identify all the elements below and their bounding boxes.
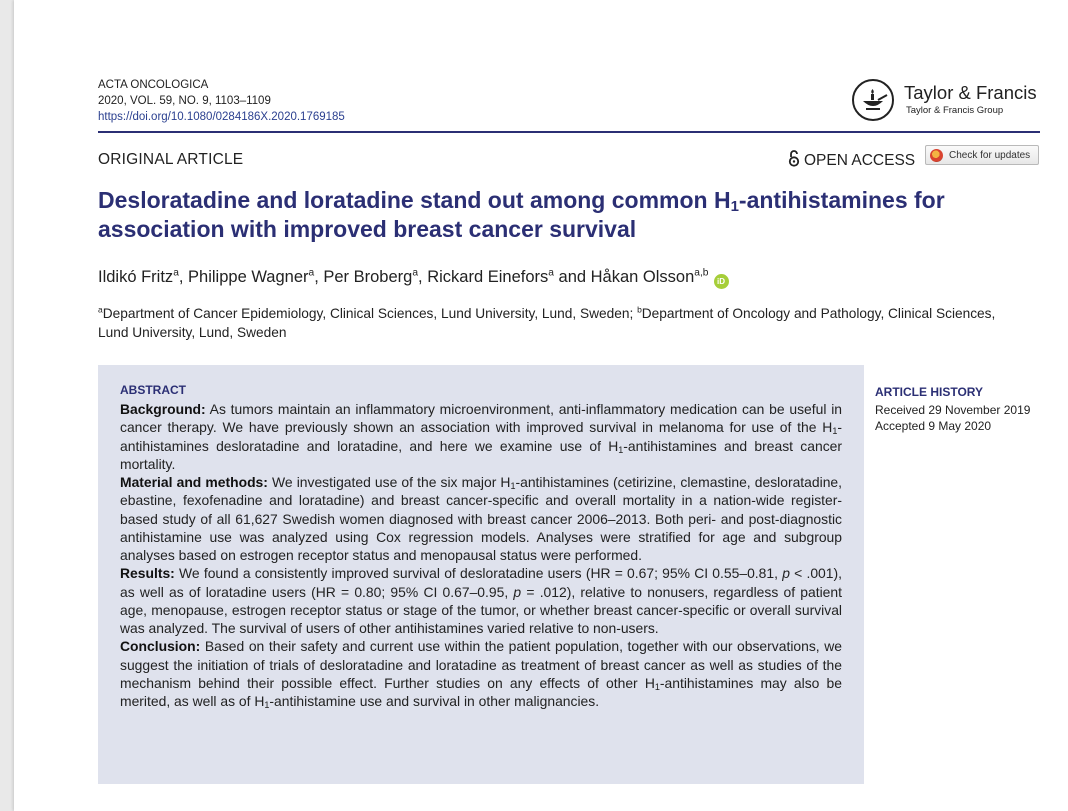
publisher-logo <box>852 79 1052 125</box>
check-updates-button[interactable] <box>925 145 1039 165</box>
subscript: 1 <box>832 426 838 437</box>
publisher-group: Taylor & Francis Group <box>906 105 1004 116</box>
journal-issue: 2020, VOL. 59, NO. 9, 1103–1109 <box>98 95 271 107</box>
header-rule <box>98 131 1040 133</box>
affiliation-a-mark: a <box>98 304 103 315</box>
subscript: 1 <box>510 480 516 491</box>
lamp-icon <box>852 79 894 121</box>
history-received: Received 29 November 2019 <box>875 402 1031 417</box>
subscript: 1 <box>654 681 660 692</box>
methods-label: Material and methods: <box>120 474 268 490</box>
publisher-name: Taylor & Francis <box>904 82 1037 103</box>
open-lock-icon <box>788 149 800 172</box>
author-separator: , <box>314 268 324 286</box>
p-symbol: p <box>782 565 790 582</box>
conclusion-text-2: -antihistamines may also be merited, as well as of H <box>120 674 842 709</box>
doi-link[interactable]: https://doi.org/10.1080/0284186X.2020.1769185 <box>98 111 345 123</box>
history-accepted: Accepted 9 May 2020 <box>875 419 992 433</box>
results-text-3: = .012), relative to nonusers, regardless of patient age, menopause, estrogen receptor status or stage of the tumor, or whether breast cancer-specific or overall survival was analyzed. The survival of users of other antihistamines varied relative to non-users. <box>120 583 842 636</box>
author-name[interactable]: Philippe Wagner <box>188 268 309 286</box>
author-affiliation-mark: a <box>548 267 554 279</box>
methods-text-2: -antihistamines (cetirizine, clemastine, desloratadine, ebastine, fexofenadine and loratadine) and breast cancer-specific and overall mortality in a nation-wide register-based study of all 61,627 Swedish women diagnosed with breast cancer 2006–2013. Both peri- and post-diagnostic antihistamine use was analyzed using Cox regression models. Analyses were stratified for age and subgroup analyses based on estrogen receptor status and menopausal status were performed. <box>120 474 843 563</box>
affiliation-b: Department of Oncology and Pathology, Clinical Sciences, Lund University, Lund, Sweden <box>98 306 996 340</box>
pdf-page <box>14 0 1068 811</box>
open-access-label <box>788 149 915 172</box>
author-affiliation-mark: a <box>173 267 179 279</box>
background-text-1: As tumors maintain an inflammatory microenvironment, anti-inflammatory medication can be useful in cancer therapy. We have previously shown an association with improved survival in melanoma for use of the H <box>120 401 842 436</box>
article-title <box>98 186 1018 244</box>
affiliation-a: Department of Cancer Epidemiology, Clinical Sciences, Lund University, Lund, Sweden; <box>102 306 638 321</box>
title-subscript: 1 <box>730 197 739 215</box>
abstract-background <box>120 400 842 473</box>
title-part1: Desloratadine and loratadine stand out among common H <box>98 187 731 213</box>
title-part2: -antihistamines for association with improved breast cancer survival <box>98 187 945 242</box>
conclusion-label: Conclusion: <box>120 638 201 655</box>
affiliation-b-mark: b <box>637 304 642 315</box>
author-name[interactable]: Håkan Olsson <box>590 268 695 286</box>
author-list <box>98 268 729 289</box>
author-name[interactable]: Ildikó Fritz <box>98 268 174 286</box>
abstract-box <box>98 365 864 784</box>
abstract-results <box>120 564 842 637</box>
subscript: 1 <box>264 699 270 710</box>
author-name[interactable]: Rickard Einefors <box>427 268 549 286</box>
abstract-methods <box>120 473 842 564</box>
orcid-icon[interactable]: iD <box>714 274 729 289</box>
author-separator: and <box>553 268 591 286</box>
journal-info <box>98 77 345 125</box>
methods-text-1: We investigated use of the six major H <box>267 474 511 490</box>
abstract-conclusion <box>120 637 842 710</box>
background-text-3: -antihistamines and breast cancer mortality. <box>120 437 843 472</box>
article-type: ORIGINAL ARTICLE <box>98 151 244 168</box>
conclusion-text-3: -antihistamine use and survival in other malignancies. <box>269 693 600 709</box>
background-text-2: -antihistamines desloratadine and loratadine, and here we examine use of H <box>120 419 842 454</box>
journal-name: ACTA ONCOLOGICA <box>98 79 209 91</box>
history-heading: ARTICLE HISTORY <box>875 385 984 399</box>
subscript: 1 <box>618 444 624 455</box>
crossmark-icon <box>930 149 943 162</box>
background-label: Background: <box>120 401 206 417</box>
author-affiliation-mark: a <box>308 267 315 279</box>
results-text-2: < .001), as well as of loratadine users (HR = 0.80; 95% CI 0.67–0.95, <box>120 565 842 600</box>
abstract-heading: ABSTRACT <box>120 383 186 397</box>
article-history <box>875 384 1030 435</box>
author-affiliation-mark: a <box>412 267 419 279</box>
author-affiliation-mark: a,b <box>694 267 709 279</box>
conclusion-text-1: Based on their safety and current use within the patient population, together with our observations, we suggest the initiation of trials of desloratadine and loratadine as treatment of breast cancer as well as studies of the mechanism behind their possible effect. Further studies on any effects of other H <box>120 638 842 691</box>
author-name[interactable]: Per Broberg <box>323 268 413 286</box>
check-updates-label: Check for updates <box>949 149 1031 161</box>
affiliations <box>98 305 1018 342</box>
results-label: Results: <box>120 565 175 582</box>
results-text-1: We found a consistently improved survival of desloratadine users (HR = 0.67; 95% CI 0.55–0.81, <box>174 565 783 582</box>
author-separator: , <box>178 268 189 286</box>
p-symbol: p <box>513 583 522 600</box>
author-separator: , <box>418 268 428 286</box>
open-access-text: OPEN ACCESS <box>804 151 916 169</box>
